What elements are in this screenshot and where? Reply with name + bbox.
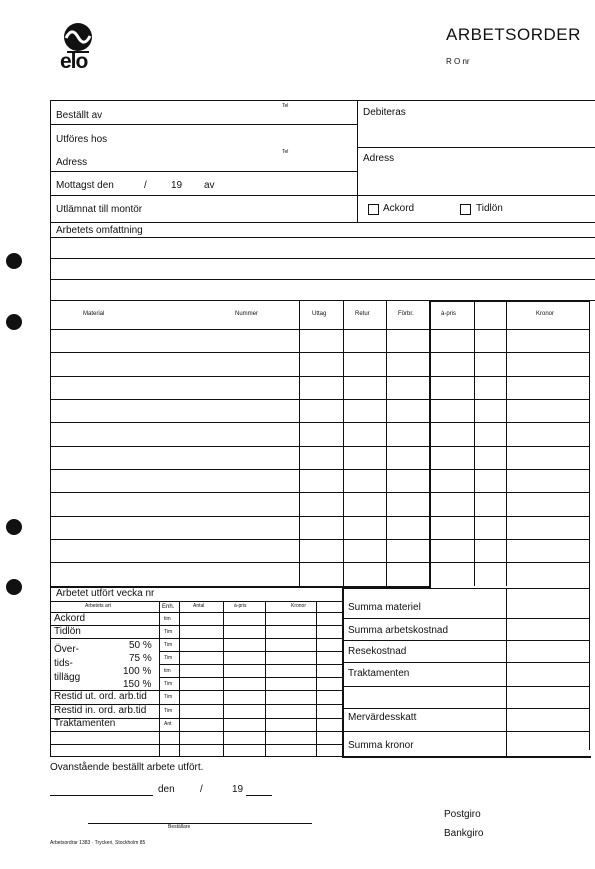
binder-hole-4 (6, 579, 22, 595)
row-restid-in: Restid in. ord. arb.tid (54, 705, 147, 716)
row-restid-ut: Restid ut. ord. arb.tid (54, 691, 147, 702)
col-nummer: Nummer (235, 311, 259, 317)
summa-arbetskostnad-label: Summa arbetskostnad (348, 625, 449, 636)
unit-ackord: tim (164, 616, 171, 622)
row-traktamenten: Traktamenten (54, 718, 116, 729)
traktamenten-sum-label: Traktamenten (348, 668, 410, 679)
col-arbetets-art: Arbetets art (85, 603, 111, 609)
arbetets-omfattning-label: Arbetets omfattning (56, 225, 143, 236)
table-row (50, 562, 590, 563)
binder-hole-1 (6, 253, 22, 269)
binder-hole-2 (6, 314, 22, 330)
row-overtid-3: tillägg (54, 672, 81, 683)
utfores-hos-label: Utföres hos (56, 134, 108, 145)
arbetet-utfort-title: Arbetet utfört vecka nr (56, 588, 155, 599)
ackord-checkbox[interactable] (368, 204, 379, 215)
col-kronor: Kronor (536, 311, 555, 317)
mervardesskatt-label: Mervärdesskatt (348, 712, 417, 723)
col-retur: Retur (355, 311, 370, 317)
mottaget-av-label: av (204, 180, 215, 191)
ackord-label: Ackord (383, 203, 415, 214)
bankgiro-label: Bankgiro (444, 828, 484, 839)
footer-den: den (158, 784, 175, 795)
col-uttag: Uttag (312, 311, 327, 317)
utlamnat-label: Utlämnat till montör (56, 204, 143, 215)
unit-restid-in: Tim (164, 708, 173, 714)
summa-materiel-label: Summa materiel (348, 602, 421, 613)
unit-100: tim (164, 668, 171, 674)
print-line: Arbetsordrar 1383 · Tryckeri, Stockholm 85 (50, 840, 146, 846)
col-material: Material (83, 311, 105, 317)
unit-50: Tim (164, 642, 173, 648)
table-row (50, 376, 590, 377)
table-row (50, 352, 590, 353)
table-row (50, 516, 590, 517)
bestallare-label: Beställare (168, 824, 191, 830)
table-row (50, 422, 590, 423)
unit-150: Tim (164, 681, 173, 687)
summa-kronor-label: Summa kronor (348, 740, 414, 751)
table-row (50, 492, 590, 493)
row-overtid-1: Över- (54, 644, 79, 655)
table-row (50, 539, 590, 540)
col-work-kronor: Kronor (291, 603, 307, 609)
footer-year: 19 (232, 784, 244, 795)
adress-label-left: Adress (56, 157, 88, 168)
tel-label-1: Tel (282, 103, 289, 109)
table-row (50, 446, 590, 447)
resekostnad-label: Resekostnad (348, 646, 407, 657)
col-enh: Enh. (162, 604, 175, 610)
col-forbr: Förbr. (398, 311, 414, 317)
unit-75: Tim (164, 655, 173, 661)
unit-tidlon: Tim (164, 629, 173, 635)
ovanstaende-text: Ovanstående beställt arbete utfört. (50, 762, 204, 773)
pct-75: 75 % (129, 653, 152, 664)
form-title: ARBETSORDER (446, 25, 581, 44)
tidlon-label: Tidlön (476, 203, 503, 214)
mottaget-den-label: Mottagst den (56, 180, 114, 191)
table-row (50, 399, 590, 400)
pct-100: 100 % (123, 666, 152, 677)
row-tidlon: Tidlön (54, 626, 81, 637)
tel-label-2: Tel (282, 149, 289, 155)
pct-150: 150 % (123, 679, 152, 690)
unit-restid-ut: Tim (164, 694, 173, 700)
binder-hole-3 (6, 519, 22, 535)
elo-logo (58, 22, 98, 74)
footer-slash: / (200, 784, 203, 795)
row-ackord: Ackord (54, 613, 86, 624)
table-row (50, 329, 590, 330)
mottaget-year: 19 (171, 180, 183, 191)
debiteras-label: Debiteras (363, 107, 406, 118)
adress-label-right: Adress (363, 153, 395, 164)
table-row (50, 469, 590, 470)
row-overtid-2: tids- (54, 658, 73, 669)
unit-traktamenten: Ant (164, 721, 172, 727)
logo-text: elo (60, 50, 88, 73)
ro-number-label: R O nr (446, 57, 470, 66)
mottaget-slash: / (144, 180, 147, 191)
col-antal: Antal (193, 603, 205, 609)
col-a-pris: à-pris (441, 311, 457, 317)
col-work-a-pris: à-pris (234, 603, 247, 609)
pct-50: 50 % (129, 640, 152, 651)
tidlon-checkbox[interactable] (460, 204, 471, 215)
bestallt-av-label: Beställt av (56, 110, 103, 121)
postgiro-label: Postgiro (444, 809, 481, 820)
